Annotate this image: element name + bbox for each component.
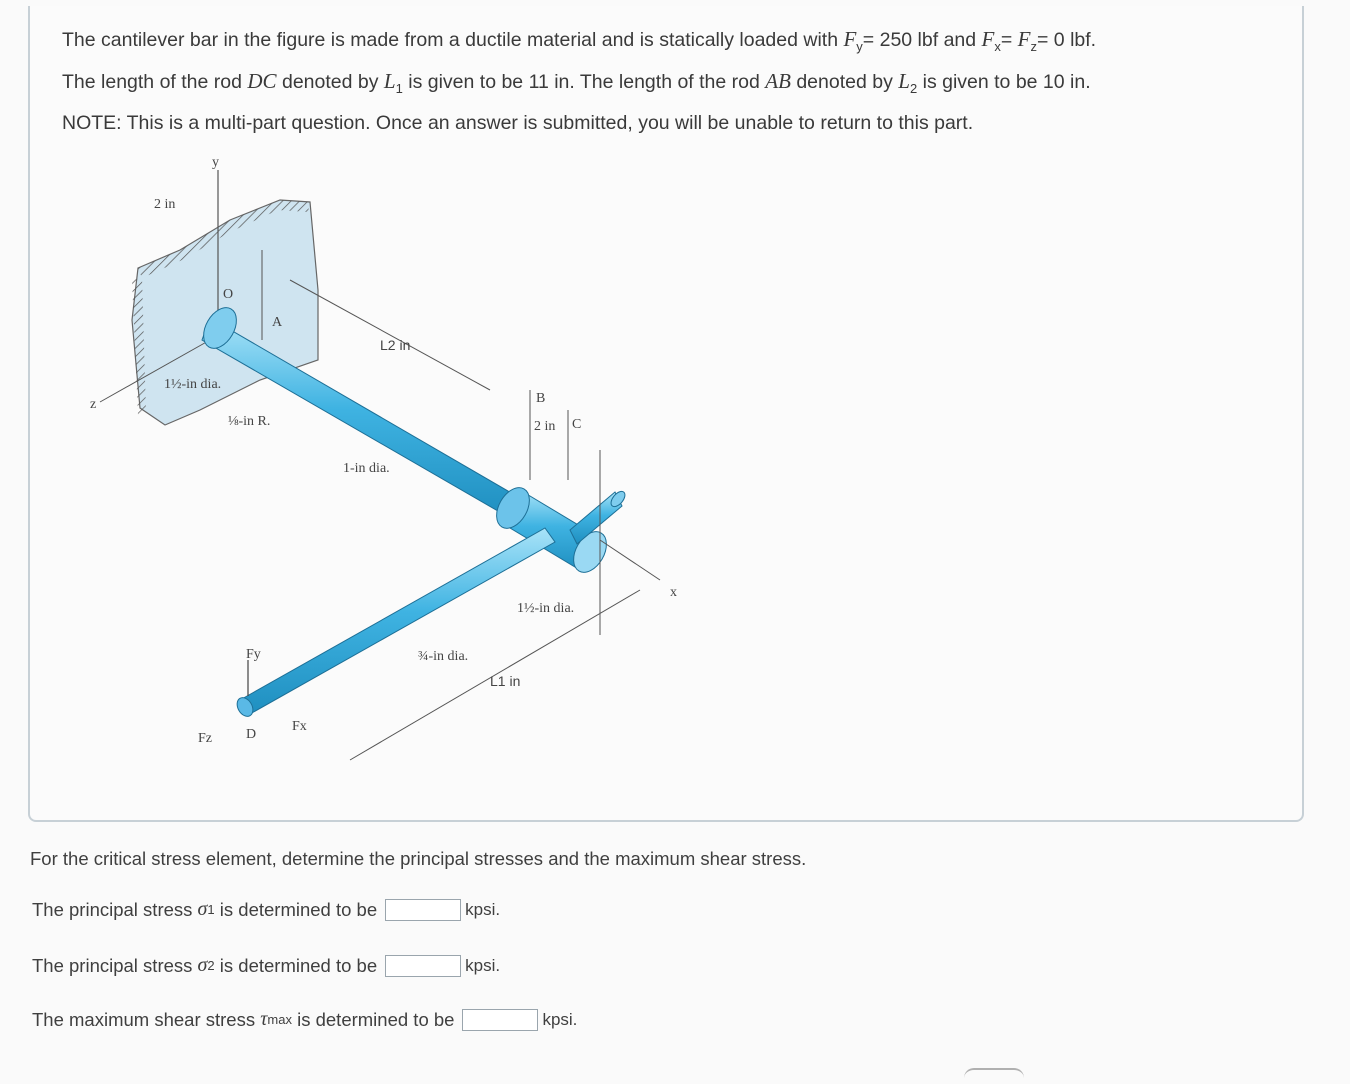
question-prompt: For the critical stress element, determine the principal stresses and the maximum shear stress.	[30, 848, 807, 869]
label-a: A	[272, 315, 283, 330]
label-y: y	[212, 155, 219, 170]
label-o: O	[223, 287, 234, 302]
label-2in-top: 2 in	[154, 197, 176, 212]
label-c: C	[572, 417, 582, 432]
label-d: D	[246, 727, 257, 742]
label-l2: L2 in	[380, 337, 411, 353]
tau-max-input[interactable]	[462, 1009, 538, 1031]
label-2in-bc: 2 in	[534, 419, 556, 434]
problem-note: NOTE: This is a multi-part question. Once an answer is submitted, you will be unable to return to this part.	[62, 111, 974, 134]
answer-row-sigma2: The principal stress σ 2 is determined to be kpsi.	[32, 954, 501, 976]
label-fz: Fz	[198, 731, 212, 746]
label-1in-dia: 1-in dia.	[343, 461, 390, 476]
sigma2-input[interactable]	[385, 955, 461, 977]
x-axis	[600, 540, 660, 580]
label-fy: Fy	[246, 647, 261, 662]
label-b: B	[536, 391, 546, 406]
cantilever-diagram	[80, 140, 720, 780]
label-z: z	[90, 397, 97, 412]
answer-row-taumax: The maximum shear stress τ max is determined to be kpsi.	[32, 1008, 578, 1030]
problem-statement	[62, 22, 1292, 140]
label-r: ⅛-in R.	[228, 414, 271, 429]
label-l1: L1 in	[490, 673, 521, 689]
cantilever-figure	[80, 140, 720, 780]
label-dia-left: 1½-in dia.	[164, 377, 222, 392]
problem-line-1: The cantilever bar in the figure is made from a ductile material and is statically loaded with $F_y= 250$ lbf and $F_x= F_z= 0$ lbf.	[62, 27, 1097, 54]
label-fx: Fx	[292, 719, 307, 734]
label-dia-c: 1½-in dia.	[517, 601, 575, 616]
answer-row-sigma1: The principal stress σ 1 is determined to be kpsi.	[32, 898, 501, 920]
sigma1-input[interactable]	[385, 899, 461, 921]
problem-line-2: The length of the rod DC denoted by $L_1$ is given to be 11 in. The length of the rod AB denoted by $L_2$ is given to be 10 in.	[62, 68, 1091, 96]
label-x: x	[670, 585, 677, 600]
rod-dc	[234, 528, 555, 719]
dim-l2	[290, 280, 490, 390]
bottom-badge	[964, 1068, 1024, 1084]
label-dia-dc: ¾-in dia.	[418, 649, 469, 664]
